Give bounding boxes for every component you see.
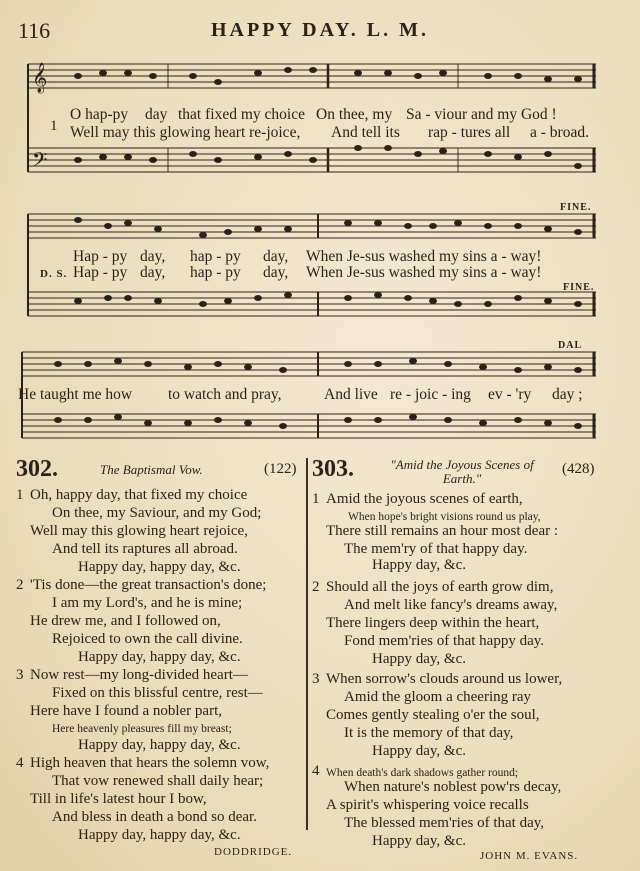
stanza-line: I am my Lord's, and he is mine; (52, 595, 243, 611)
stanza-line: Fixed on this blissful centre, rest— (52, 685, 263, 701)
hymn-number: 303. (312, 456, 354, 482)
lyric-s1-l1-d: On thee, my (316, 106, 393, 123)
tune-title: HAPPY DAY. L. M. (210, 19, 429, 41)
stanza-line: On thee, my Saviour, and my God; (52, 505, 262, 521)
stanza-line: 'Tis done—the great transaction's done; (30, 577, 267, 593)
stanza-line: When nature's noblest pow'rs decay, (344, 779, 562, 795)
lyric-s1-l2-c: rap - tures all (428, 124, 511, 141)
stanza-line: When hope's bright visions round us play, (348, 511, 541, 523)
lyric-s2-l2-a: Hap - py (73, 264, 128, 281)
stanza-line: Comes gently stealing o'er the soul, (326, 707, 540, 723)
stanza-line: Oh, happy day, that fixed my choice (30, 487, 248, 503)
stanza-line: He drew me, and I followed on, (30, 613, 221, 629)
stanza-line: Here heavenly pleasures fill my breast; (52, 723, 232, 735)
stanza-line: And bless in death a bond so dear. (52, 809, 257, 825)
stanza-number: 3 (16, 667, 24, 683)
stanza-line: Should all the joys of earth grow dim, (326, 579, 554, 595)
stanza-line: Rejoiced to own the call divine. (52, 631, 243, 647)
tune-reference: (428) (562, 461, 595, 477)
lyric-s2-l2-d: day, (263, 264, 289, 281)
stanza-line: Till in life's latest hour I bow, (30, 791, 207, 807)
verse-number: 1 (50, 118, 58, 134)
author-evans: JOHN M. EVANS. (480, 850, 579, 862)
stanza-line: Now rest—my long-divided heart— (30, 667, 248, 683)
stanza-line: It is the memory of that day, (344, 725, 514, 741)
lyric-s3-c: And live (324, 386, 378, 403)
stanza-number: 4 (16, 755, 24, 771)
lyric-s1-l2-a: Well may this glowing heart re-joice, (70, 124, 301, 141)
stanza-line: When sorrow's clouds around us lower, (326, 671, 563, 687)
lyric-s1-l1-e: Sa - viour and my God ! (406, 106, 557, 123)
lyric-s2-l1-d: day, (263, 248, 289, 265)
stanza-line: There still remains an hour most dear : (326, 523, 559, 539)
lyric-s1-l2-d: a - broad. (530, 124, 589, 141)
stanza-line: Here have I found a nobler part, (30, 703, 222, 719)
stanza-line: Fond mem'ries of that happy day. (344, 633, 545, 649)
dal-label: DAL (558, 340, 583, 351)
lyric-s1-l1-a: O hap-py (70, 106, 129, 123)
stanza-line: Happy day, &c. (372, 651, 466, 667)
dal-segno-label: D. S. (40, 268, 68, 280)
stanza-line: Happy day, happy day, &c. (78, 827, 241, 843)
lyric-s2-l1-e: When Je-sus washed my sins a - way! (306, 248, 542, 265)
stanza-number: 2 (16, 577, 24, 593)
lyric-s2-l2-e: When Je-sus washed my sins a - way! (306, 264, 542, 281)
lyric-s2-l1-a: Hap - py (73, 248, 128, 265)
hymn-number: 302. (16, 456, 58, 482)
column-divider (306, 458, 308, 830)
stanza-line: Well may this glowing heart rejoice, (30, 523, 248, 539)
lyric-s3-b: to watch and pray, (168, 386, 282, 403)
stanza-line: High heaven that hears the solemn vow, (30, 755, 270, 771)
stanza-line: The blessed mem'ries of that day, (344, 815, 545, 831)
stanza-line: That vow renewed shall daily hear; (52, 773, 264, 789)
lyric-s3-e: ev - 'ry (488, 386, 532, 403)
hymn-title: "Amid the Joyous Scenes of Earth." (390, 457, 534, 486)
svg-text:𝄞: 𝄞 (32, 63, 48, 93)
stanza-line: The mem'ry of that happy day. (344, 541, 528, 557)
lyric-s2-l1-c: hap - py (190, 248, 241, 265)
lyric-s3-a: He taught me how (18, 386, 133, 403)
stanza-line: Amid the joyous scenes of earth, (326, 491, 523, 507)
page-number: 116 (18, 18, 51, 43)
lyric-s2-l2-b: day, (140, 264, 166, 281)
stanza-number: 4 (312, 763, 320, 779)
fine-label-bottom: FINE. (563, 282, 595, 293)
fine-label-top: FINE. (560, 202, 592, 213)
lyric-s1-l1-c: that fixed my choice (178, 106, 305, 123)
svg-text:𝄢: 𝄢 (32, 148, 48, 176)
stanza-line: Happy day, &c. (372, 743, 466, 759)
hymn-302 (16, 456, 306, 843)
lyric-s2-l2-c: hap - py (190, 264, 241, 281)
music-system-2 (18, 200, 598, 328)
stanza-line: Happy day, happy day, &c. (78, 737, 241, 753)
stanza-line: When death's dark shadows gather round; (326, 767, 519, 779)
page-header (18, 18, 622, 46)
lyric-s1-l1-b: day (145, 106, 168, 123)
hymn-title: The Baptismal Vow. (100, 462, 203, 477)
music-system-1 (18, 58, 598, 198)
stanza-line: Happy day, &c. (372, 557, 466, 573)
author-doddridge: DODDRIDGE. (214, 846, 293, 858)
stanza-line: Amid the gloom a cheering ray (344, 689, 532, 705)
stanza-number: 1 (312, 491, 320, 507)
lyric-s1-l2-b: And tell its (331, 124, 400, 141)
stanza-line: There lingers deep within the heart, (326, 615, 540, 631)
stanza-line: Happy day, &c. (372, 833, 466, 849)
music-system-3 (18, 338, 598, 450)
stanza-line: Happy day, happy day, &c. (78, 559, 241, 575)
stanza-number: 3 (312, 671, 320, 687)
stanza-line: And melt like fancy's dreams away, (344, 597, 558, 613)
hymn-303 (312, 456, 612, 849)
stanza-line: Happy day, happy day, &c. (78, 649, 241, 665)
tune-reference: (122) (264, 461, 297, 477)
lyric-s2-l1-b: day, (140, 248, 166, 265)
lyric-s3-f: day ; (552, 386, 583, 403)
stanza-line: A spirit's whispering voice recalls (326, 797, 529, 813)
stanza-number: 2 (312, 579, 320, 595)
lyric-s3-d: re - joic - ing (390, 386, 471, 403)
stanza-line: And tell its raptures all abroad. (52, 541, 238, 557)
stanza-number: 1 (16, 487, 24, 503)
